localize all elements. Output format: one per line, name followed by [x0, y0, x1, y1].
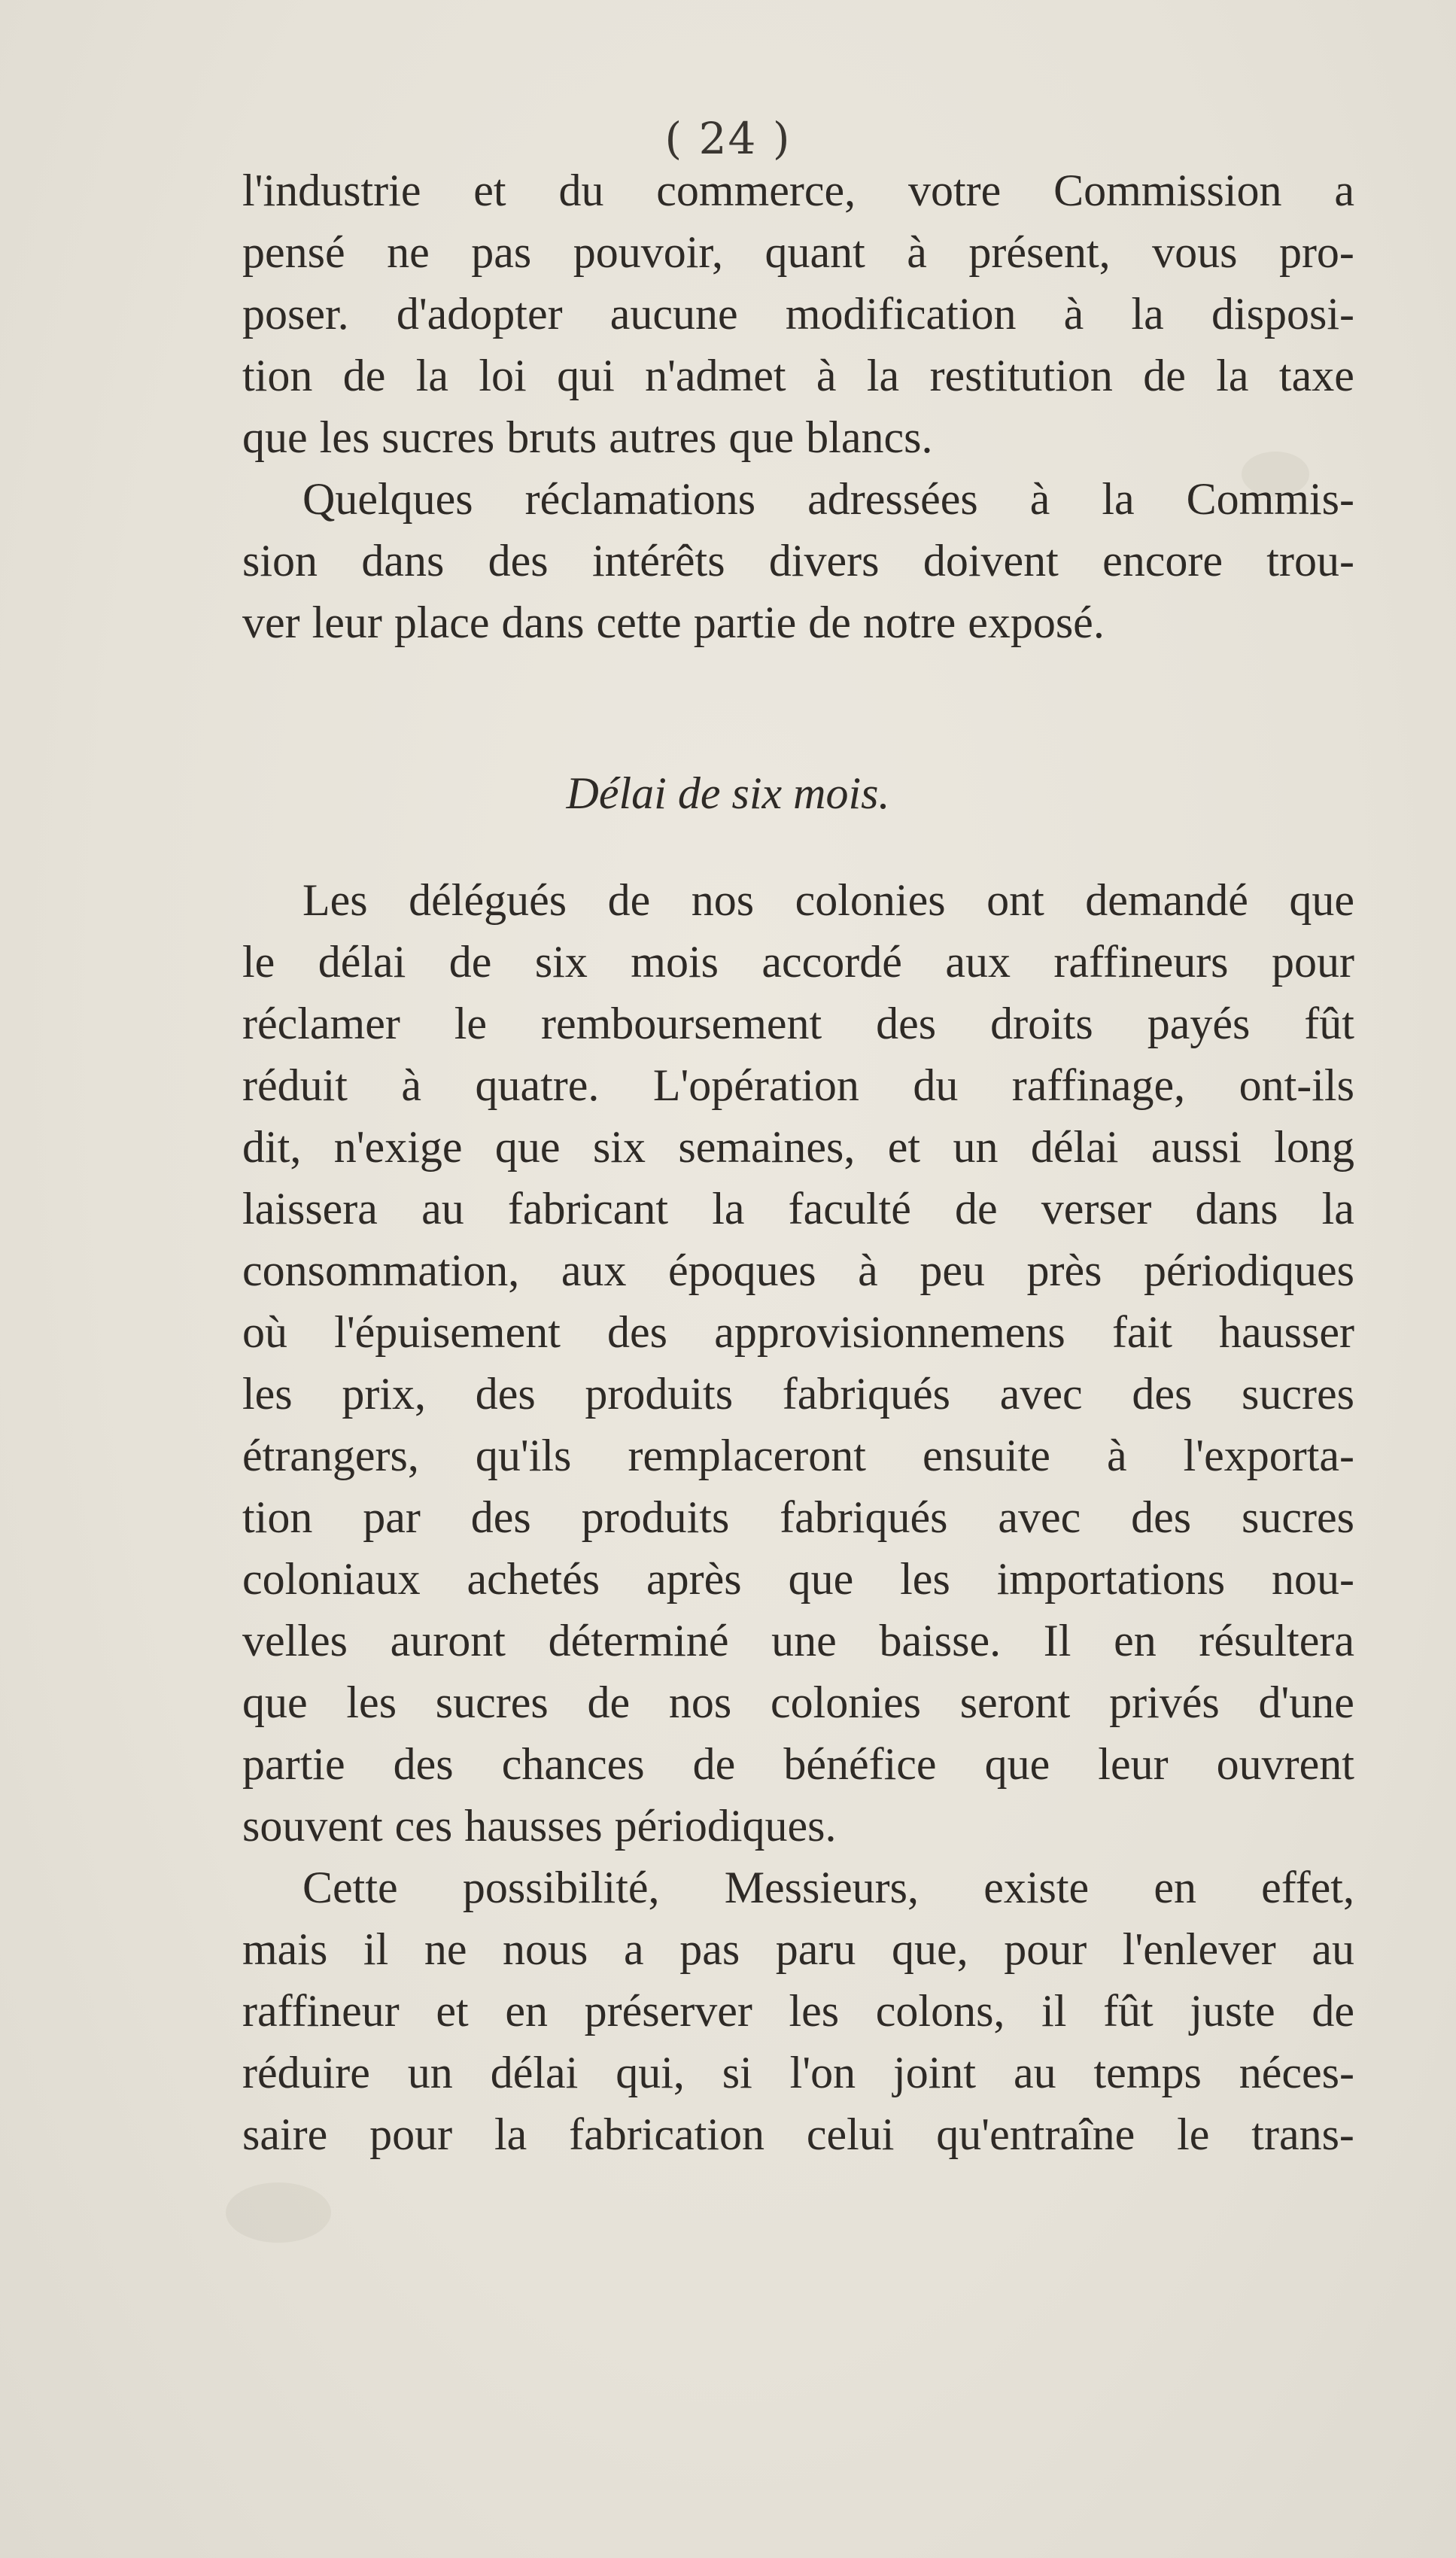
word: qu'ils — [475, 1431, 572, 1480]
word: fabriqués — [782, 1369, 951, 1419]
word: que — [788, 1554, 854, 1604]
word: intérêts — [591, 536, 725, 586]
word: six — [534, 937, 588, 987]
word: que — [242, 1677, 308, 1727]
text-line — [242, 345, 1354, 406]
word: époques — [668, 1246, 816, 1295]
word: achetés — [467, 1554, 600, 1604]
text-line — [242, 1857, 1354, 1918]
word: consommation, — [242, 1246, 520, 1295]
text-line — [242, 2042, 1354, 2103]
word: quant — [764, 227, 865, 277]
word: Messieurs, — [724, 1863, 919, 1912]
text-line — [242, 1795, 1354, 1857]
word: joint — [893, 2048, 977, 2097]
word: les — [789, 1986, 840, 2036]
word: disposi- — [1211, 289, 1354, 339]
text-line — [242, 221, 1354, 283]
word: avec — [999, 1369, 1083, 1419]
text-line — [242, 869, 1354, 931]
word: colonies — [795, 875, 946, 925]
word: votre — [907, 166, 1002, 215]
text-block-top — [242, 160, 1354, 653]
word: périodiques — [1144, 1246, 1354, 1295]
word: Cette — [302, 1863, 398, 1912]
word: le — [242, 937, 275, 987]
word: si — [722, 2048, 752, 2097]
word: trou- — [1266, 536, 1354, 586]
word: en — [1154, 1863, 1196, 1912]
word: exposé. — [968, 598, 1105, 647]
text-line — [242, 1548, 1354, 1610]
word: périodiques. — [614, 1801, 837, 1851]
word: notre — [862, 598, 956, 647]
word: hausses — [464, 1801, 603, 1851]
word: au — [421, 1184, 464, 1233]
word: des — [393, 1739, 454, 1789]
word: la — [1321, 1184, 1354, 1233]
word: pouvoir, — [573, 227, 723, 277]
word: place — [394, 598, 490, 647]
word: la — [415, 351, 449, 400]
word: Quelques — [302, 474, 473, 524]
word: déterminé — [548, 1616, 729, 1665]
word: étrangers, — [242, 1431, 419, 1480]
word: loi — [479, 351, 527, 400]
text-line — [242, 1610, 1354, 1671]
word: L'opération — [652, 1060, 859, 1110]
word: au — [1312, 1924, 1354, 1974]
word: remboursement — [541, 999, 822, 1048]
word: quatre. — [475, 1060, 600, 1110]
word: délai — [490, 2048, 579, 2097]
word: mais — [242, 1924, 328, 1974]
paper-stain — [226, 2182, 331, 2243]
text-line — [242, 1054, 1354, 1116]
word: du — [913, 1060, 959, 1110]
word: tion — [242, 1492, 313, 1542]
word: n'admet — [645, 351, 786, 400]
word: à — [858, 1246, 878, 1295]
word: des — [1131, 1492, 1192, 1542]
word: faculté — [788, 1184, 911, 1233]
word: des — [470, 1492, 531, 1542]
word: taxe — [1278, 351, 1354, 400]
word: ont — [986, 875, 1044, 925]
word: qui — [557, 351, 615, 400]
word: à — [401, 1060, 422, 1110]
word: trans- — [1251, 2109, 1354, 2159]
word: que — [494, 1122, 561, 1172]
word: coloniaux — [242, 1554, 421, 1604]
word: la — [1216, 351, 1249, 400]
word: paru — [775, 1924, 856, 1974]
word: sion — [242, 536, 318, 586]
word: mois — [631, 937, 719, 987]
word: ver — [242, 598, 300, 647]
word: prix, — [342, 1369, 427, 1419]
text-line — [242, 1301, 1354, 1363]
word: peu — [919, 1246, 985, 1295]
text-line — [242, 931, 1354, 993]
word: d'adopter — [396, 289, 563, 339]
word: juste — [1190, 1986, 1275, 2036]
word: une — [771, 1616, 837, 1665]
word: Il — [1043, 1616, 1071, 1665]
text-line — [242, 1116, 1354, 1178]
word: pas — [679, 1924, 740, 1974]
word: l'enlever — [1122, 1924, 1276, 1974]
word: importations — [996, 1554, 1226, 1604]
word: pas — [471, 227, 532, 277]
word: des — [488, 536, 549, 586]
word: pro- — [1278, 227, 1354, 277]
word: que — [1289, 875, 1354, 925]
word: réduire — [242, 2048, 370, 2097]
word: droits — [990, 999, 1093, 1048]
word: l'on — [789, 2048, 856, 2097]
word: la — [712, 1184, 745, 1233]
word: de — [587, 1677, 631, 1727]
word: dit, — [242, 1122, 302, 1172]
word: que — [242, 412, 308, 462]
word: réduit — [242, 1060, 348, 1110]
word: raffineurs — [1053, 937, 1229, 987]
word: de — [342, 351, 386, 400]
word: le — [1177, 2109, 1210, 2159]
word: baisse. — [879, 1616, 1002, 1665]
word: nou- — [1271, 1554, 1354, 1604]
word: divers — [768, 536, 880, 586]
word: de — [607, 875, 651, 925]
word: les — [900, 1554, 950, 1604]
word: sucres — [1242, 1369, 1354, 1419]
text-line — [242, 1425, 1354, 1486]
word: autres — [609, 412, 717, 462]
word: long — [1274, 1122, 1354, 1172]
word: dans — [1195, 1184, 1278, 1233]
word: existe — [983, 1863, 1090, 1912]
word: partie — [242, 1739, 345, 1789]
word: de — [692, 1739, 736, 1789]
text-line — [242, 1671, 1354, 1733]
word: nos — [668, 1677, 732, 1727]
word: approvisionnemens — [714, 1307, 1065, 1357]
word: fabriqués — [780, 1492, 948, 1542]
word: doivent — [923, 536, 1059, 586]
text-line — [242, 468, 1354, 530]
word: que — [984, 1739, 1050, 1789]
word: poser. — [242, 289, 349, 339]
word: commerce, — [656, 166, 856, 215]
word: Commission — [1053, 166, 1282, 215]
word: les — [242, 1369, 293, 1419]
word: fabricant — [507, 1184, 669, 1233]
word: délégués — [409, 875, 567, 925]
word: ces — [394, 1801, 453, 1851]
word: colonies — [771, 1677, 921, 1727]
word: a — [1334, 166, 1354, 215]
word: fût — [1103, 1986, 1154, 2036]
word: demandé — [1085, 875, 1248, 925]
word: en — [505, 1986, 549, 2036]
word: néces- — [1239, 2048, 1354, 2097]
word: ne — [424, 1924, 467, 1974]
word: seront — [959, 1677, 1071, 1727]
text-line — [242, 1918, 1354, 1980]
text-line — [242, 1980, 1354, 2042]
word: ne — [387, 227, 430, 277]
word: saire — [242, 2109, 328, 2159]
word: aucune — [609, 289, 738, 339]
word: bruts — [506, 412, 597, 462]
word: à — [1029, 474, 1050, 524]
word: un — [953, 1122, 999, 1172]
word: les — [346, 1677, 397, 1727]
word: à — [1063, 289, 1084, 339]
word: ont-ils — [1239, 1060, 1354, 1110]
word: en — [1114, 1616, 1157, 1665]
word: aux — [561, 1246, 627, 1295]
word: délai — [318, 937, 406, 987]
word: et — [473, 166, 506, 215]
word: et — [436, 1986, 469, 2036]
word: payés — [1147, 999, 1251, 1048]
word: aux — [945, 937, 1011, 987]
word: fait — [1111, 1307, 1172, 1357]
word: réclamer — [242, 999, 400, 1048]
word: à — [907, 227, 927, 277]
word: possibilité, — [462, 1863, 660, 1912]
word: vous — [1152, 227, 1238, 277]
word: blancs. — [806, 412, 933, 462]
word: semaines, — [678, 1122, 856, 1172]
word: modification — [785, 289, 1017, 339]
word: résultera — [1199, 1616, 1354, 1665]
word: bénéfice — [783, 1739, 937, 1789]
word: d'une — [1258, 1677, 1354, 1727]
word: cette — [596, 598, 682, 647]
word: leur — [312, 598, 382, 647]
word: Commis- — [1186, 474, 1354, 524]
word: à — [1106, 1431, 1127, 1480]
text-line — [242, 993, 1354, 1054]
text-line — [242, 406, 1354, 468]
word: des — [607, 1307, 668, 1357]
word: ouvrent — [1216, 1739, 1354, 1789]
word: partie — [693, 598, 797, 647]
word: de — [1312, 1986, 1354, 2036]
word: nous — [503, 1924, 588, 1974]
word: remplaceront — [628, 1431, 866, 1480]
word: celui — [806, 2109, 895, 2159]
word: la — [1131, 289, 1164, 339]
word: pour — [1271, 937, 1354, 987]
word: temps — [1093, 2048, 1202, 2097]
word: dans — [361, 536, 445, 586]
word: délai — [1030, 1122, 1119, 1172]
word: la — [1102, 474, 1135, 524]
word: que, — [891, 1924, 968, 1974]
word: des — [1132, 1369, 1193, 1419]
text-line — [242, 1486, 1354, 1548]
word: qu'entraîne — [936, 2109, 1135, 2159]
word: ensuite — [922, 1431, 1050, 1480]
word: tion — [242, 351, 313, 400]
text-line — [242, 1363, 1354, 1425]
text-line — [242, 1239, 1354, 1301]
word: raffinage, — [1011, 1060, 1186, 1110]
word: et — [887, 1122, 921, 1172]
word: sucres — [435, 1677, 549, 1727]
word: produits — [581, 1492, 730, 1542]
word: n'exige — [333, 1122, 463, 1172]
word: de — [808, 598, 851, 647]
text-line — [242, 283, 1354, 345]
word: fabrication — [569, 2109, 764, 2159]
word: préserver — [584, 1986, 752, 2036]
word: chances — [501, 1739, 645, 1789]
word: la — [866, 351, 900, 400]
word: près — [1026, 1246, 1102, 1295]
word: présent, — [968, 227, 1111, 277]
word: du — [558, 166, 604, 215]
word: velles — [242, 1616, 348, 1665]
word: de — [955, 1184, 998, 1233]
word: auront — [390, 1616, 506, 1665]
word: laissera — [242, 1184, 378, 1233]
word: six — [592, 1122, 646, 1172]
text-block-bottom — [242, 869, 1354, 2165]
word: raffineur — [242, 1986, 400, 2036]
word: où — [242, 1307, 287, 1357]
word: de — [448, 937, 492, 987]
word: verser — [1041, 1184, 1152, 1233]
word: qui, — [616, 2048, 685, 2097]
word: nos — [691, 875, 755, 925]
word: après — [646, 1554, 742, 1604]
word: dans — [501, 598, 585, 647]
word: un — [407, 2048, 453, 2097]
text-line — [242, 160, 1354, 221]
word: sucres — [381, 412, 495, 462]
word: par — [363, 1492, 421, 1542]
word: le — [454, 999, 488, 1048]
word: fût — [1304, 999, 1354, 1048]
text-line — [242, 592, 1354, 653]
word: des — [876, 999, 937, 1048]
word: restitution — [929, 351, 1113, 400]
word: a — [623, 1924, 644, 1974]
word: il — [1041, 1986, 1067, 2036]
page-number: ( 24 ) — [664, 113, 792, 164]
word: souvent — [242, 1801, 383, 1851]
word: réclamations — [524, 474, 756, 524]
word: colons, — [875, 1986, 1005, 2036]
text-line — [242, 530, 1354, 592]
word: l'épuisement — [334, 1307, 561, 1357]
word: leur — [1098, 1739, 1169, 1789]
word: les — [319, 412, 370, 462]
word: pour — [1004, 1924, 1087, 1974]
word: accordé — [761, 937, 902, 987]
word: pour — [369, 2109, 453, 2159]
word: sucres — [1242, 1492, 1354, 1542]
word: à — [816, 351, 837, 400]
word: que — [728, 412, 795, 462]
word: l'exporta- — [1183, 1431, 1354, 1480]
text-line — [242, 1733, 1354, 1795]
word: Les — [302, 875, 368, 925]
word: pensé — [242, 227, 345, 277]
word: encore — [1102, 536, 1223, 586]
word: des — [475, 1369, 536, 1419]
word: l'industrie — [242, 166, 421, 215]
word: hausser — [1219, 1307, 1354, 1357]
word: de — [1143, 351, 1186, 400]
word: au — [1013, 2048, 1056, 2097]
word: avec — [998, 1492, 1081, 1542]
text-line — [242, 1178, 1354, 1239]
word: produits — [585, 1369, 734, 1419]
word: aussi — [1151, 1122, 1242, 1172]
text-line — [242, 2103, 1354, 2165]
word: privés — [1109, 1677, 1220, 1727]
word: effet, — [1261, 1863, 1354, 1912]
section-heading: Délai de six mois. — [566, 768, 890, 818]
word: la — [494, 2109, 527, 2159]
word: adressées — [807, 474, 978, 524]
word: il — [363, 1924, 389, 1974]
